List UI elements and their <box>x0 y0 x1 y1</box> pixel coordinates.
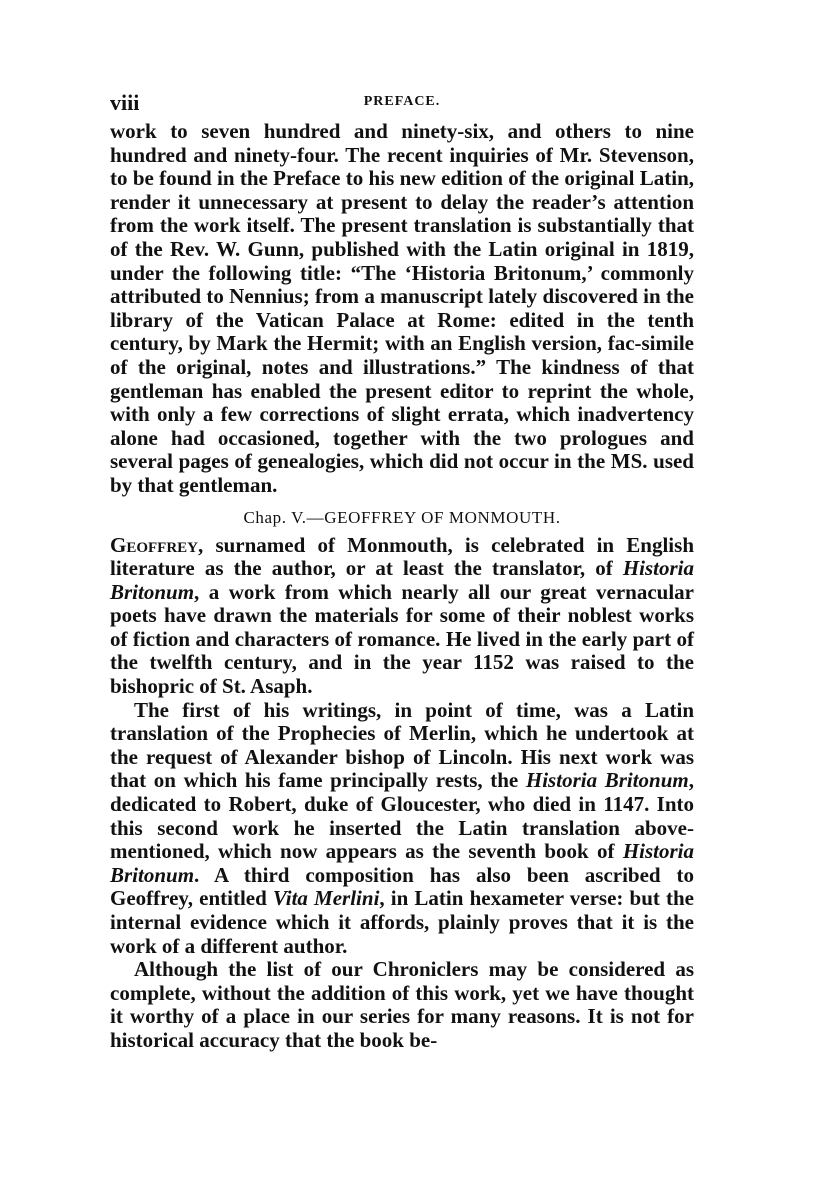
paragraph-2-lead: Geoffrey <box>110 532 199 557</box>
paragraph-2-part1: , surnamed of Monmouth, is celebrated in English literature as the author, or at least the translator, of <box>110 532 694 581</box>
paragraph-3-part3: . A third composition has also been ascribed to Geoffrey, entitled <box>110 862 694 911</box>
paragraph-4: Although the list of our Chroniclers may be considered as complete, without the addition of this work, yet we have thought it worthy of a place in our series for many reasons. It is not for historical accuracy that the book be- <box>110 957 694 1052</box>
paragraph-3-part4: , in Latin hexameter verse: but the internal evidence which it affords, plainly proves that it is the work of a different author. <box>110 886 694 958</box>
body-text <box>110 120 694 1053</box>
paragraph-2-part2: , a work from which nearly all our great vernacular poets have drawn the materials for some of their noblest works of fiction and characters of romance. He lived in the early part of the twelfth century, and in the year 1152 was raised to the bishopric of St. Asaph. <box>110 579 694 699</box>
page-header <box>110 90 694 120</box>
paragraph-2-italic1: Historia Britonum <box>110 556 694 604</box>
paragraph-1: work to seven hundred and ninety-six, and others to nine hundred and ninety-four. The recent inquiries of Mr. Stevenson, to be found in the Preface to his new edition of the original Latin, render it unnecessary at present to delay the reader’s attention from the work itself. The present translation is substantially that of the Rev. W. Gunn, published with the Latin original in 1819, under the following title: “The ‘Historia Britonum,’ commonly attributed to Nennius; from a manuscript lately discovered in the library of the Vatican Palace at Rome: edited in the tenth century, by Mark the Hermit; with an English version, fac-simile of the original, notes and illustrations.” The kindness of that gentleman has enabled the present editor to reprint the whole, with only a few corrections of slight errata, which inadvertency alone had occasioned, together with the two prologues and several pages of genealogies, which did not occur in the MS. used by that gentleman. <box>110 119 694 497</box>
running-head: PREFACE. <box>363 94 441 109</box>
paragraph-3 <box>110 699 694 959</box>
chapter-heading: Chap. V.—GEOFFREY OF MONMOUTH. <box>243 507 561 527</box>
paragraph-2 <box>110 534 694 699</box>
paragraph-3-part2: , dedicated to Robert, duke of Gloucester, who died in 1147. Into this second work he inserted the Latin translation above-mentioned, which now appears as the seventh book of <box>110 768 694 864</box>
paragraph-3-part1: The first of his writings, in point of time, was a Latin translation of the Prophecies of Merlin, which he undertook at the request of Alexander bishop of Lincoln. His next work was that on which his fame principally rests, the <box>110 697 694 793</box>
paragraph-3-italic2: Historia Britonum <box>110 839 694 887</box>
book-page <box>110 90 694 1053</box>
paragraph-3-italic3: Vita Merlini <box>272 886 380 911</box>
page-number: viii <box>110 90 140 115</box>
paragraph-3-italic1: Historia Britonum <box>525 768 689 793</box>
